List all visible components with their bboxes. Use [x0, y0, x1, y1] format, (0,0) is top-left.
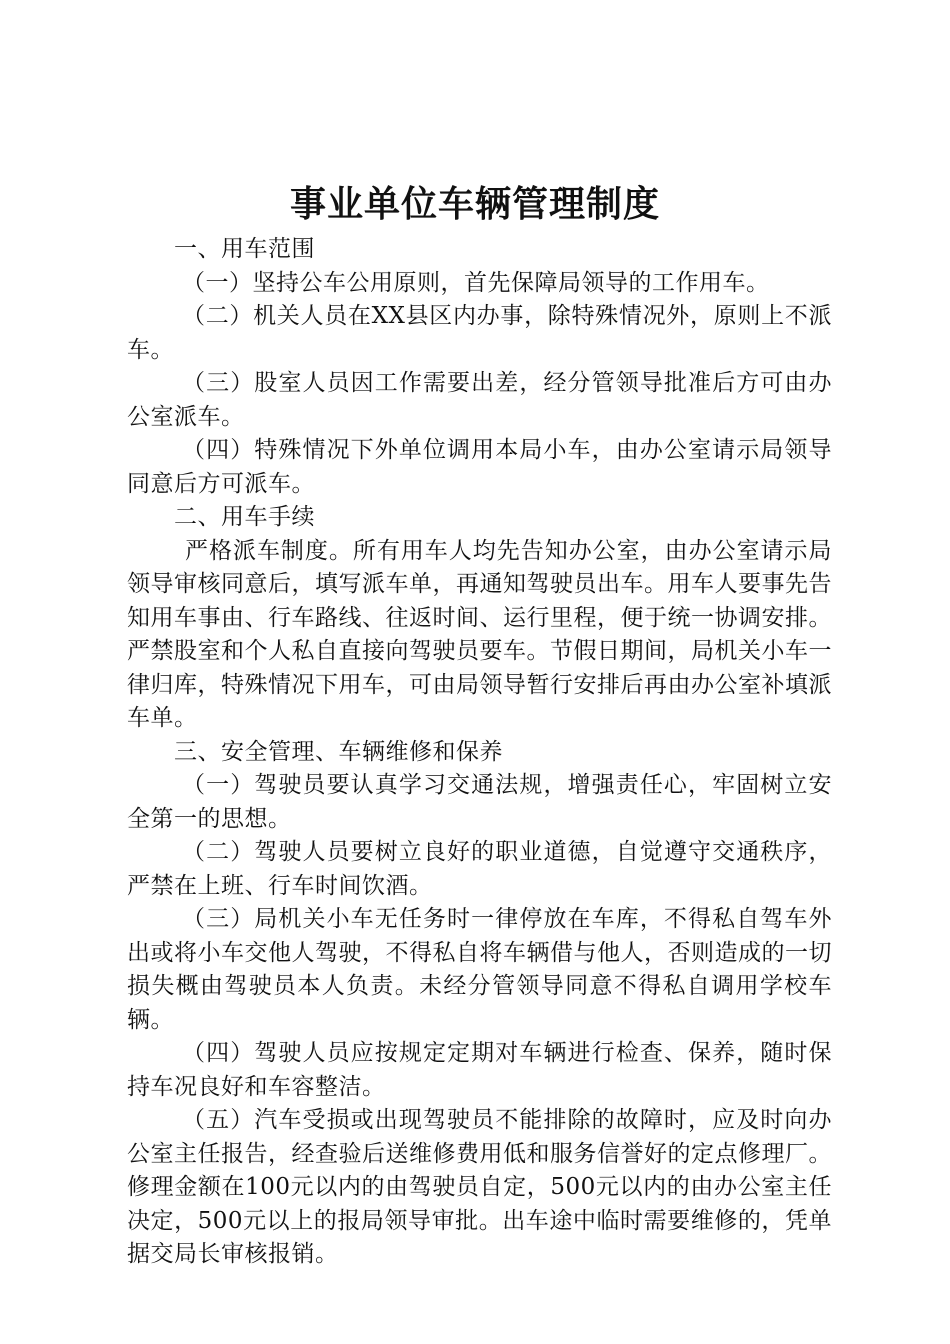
section-heading-procedure: 二、用车手续: [174, 504, 315, 530]
section-heading-usage-scope: 一、用车范围: [174, 236, 315, 262]
clause-3-5: （五）汽车受损或出现驾驶员不能排除的故障时，应及时向办公室主任报告，经查验后送维修费用低和服务信誉好的定点修理厂。修理金额在100元以内的由驾驶员自定，500元以内的由办公室主任决定，500元以上的报局领导审批。出车途中临时需要维修的，凭单据交局长审核报销。: [127, 1107, 832, 1267]
section-heading-safety: 三、安全管理、车辆维修和保养: [174, 738, 503, 765]
clause-3-2: （二）驾驶人员要树立良好的职业道德，自觉遵守交通秩序，严禁在上班、行车时间饮酒。: [127, 839, 832, 899]
clause-3-3: （三）局机关小车无任务时一律停放在车库，不得私自驾车外出或将小车交他人驾驶，不得私自将车辆借与他人，否则造成的一切损失概由驾驶员本人负责。未经分管领导同意不得私自调用学校车辆。: [127, 906, 832, 1033]
clause-1-3: （三）股室人员因工作需要出差，经分管领导批准后方可由办公室派车。: [127, 370, 832, 430]
clause-1-1: （一）坚持公车公用原则，首先保障局领导的工作用车。: [182, 269, 770, 296]
document-title: 事业单位车辆管理制度: [289, 184, 660, 225]
clause-1-4: （四）特殊情况下外单位调用本局小车，由办公室请示局领导同意后方可派车。: [127, 437, 832, 497]
document-body: [127, 233, 832, 1272]
procedure-paragraph: 严格派车制度。所有用车人均先告知办公室，由办公室请示局领导审核同意后，填写派车单，再通知驾驶员出车。用车人要事先告知用车事由、行车路线、往返时间、运行里程，便于统一协调安排。严禁股室和个人私自直接向驾驶员要车。节假日期间，局机关小车一律归库，特殊情况下用车，可由局领导暂行安排后再由办公室补填派车单。: [127, 537, 832, 731]
clause-3-1: （一）驾驶员要认真学习交通法规，增强责任心，牢固树立安全第一的思想。: [127, 772, 832, 832]
clause-3-4: （四）驾驶人员应按规定定期对车辆进行检查、保养，随时保持车况良好和车容整洁。: [127, 1040, 832, 1100]
clause-1-2: （二）机关人员在XX县区内办事，除特殊情况外，原则上不派车。: [127, 303, 832, 363]
